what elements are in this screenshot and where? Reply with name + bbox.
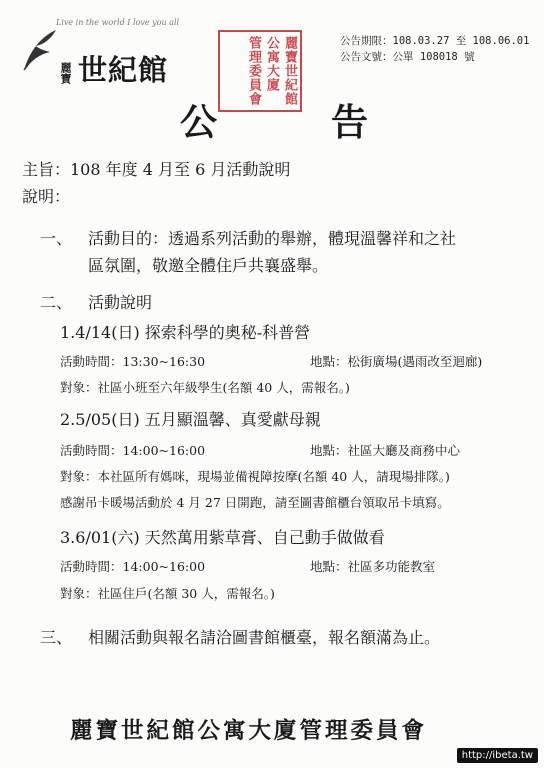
- page-title: [180, 92, 370, 146]
- event-target: 對象：本社區所有媽咪，現場並備視障按摩(名額 40 人，請現場排隊。): [60, 469, 450, 484]
- subject: 主旨：108 年度 4 月至 6 月活動說明: [22, 160, 291, 179]
- explain-label: 說明：: [22, 187, 71, 206]
- event-title: 3.6/01(六) 天然萬用紫草膏、自己動手做做看: [60, 528, 385, 547]
- logo-brand: 世紀館: [78, 53, 169, 87]
- event-time: 活動時間：14:00~16:00: [60, 559, 206, 574]
- section-text: 相關活動與報名請洽圖書館櫃臺，報名額滿為止。: [88, 628, 441, 647]
- event-place: 地點：社區多功能教室: [310, 559, 436, 574]
- footer-committee: 麗寶世紀館公寓大廈管理委員會: [70, 718, 428, 744]
- feather-icon: [20, 26, 60, 76]
- notice-number: 公告文號：公單 108018 號: [340, 51, 475, 63]
- event-target: 對象：社區住戶(名額 30 人，需報名。): [60, 586, 275, 601]
- notice-period: 公告期限：108.03.27 至 108.06.01: [340, 35, 530, 47]
- logo: [20, 18, 180, 88]
- stamp-text: 麗寶世紀館: [282, 36, 297, 106]
- title-char: 告: [331, 100, 370, 144]
- event-place: 地點：社區大廳及商務中心: [310, 443, 461, 458]
- event-place: 地點：松街廣場(遇雨改至迴廊): [310, 354, 483, 369]
- section-text: 區氛圍，敬邀全體住戶共襄盛舉。: [88, 256, 329, 275]
- stamp-text: 管理委員會: [246, 36, 261, 106]
- logo-tagline: Live in the world I love you all: [56, 18, 180, 27]
- event-time: 活動時間：14:00~16:00: [60, 443, 206, 458]
- logo-brand-small: 麗寶: [59, 62, 72, 84]
- event-title: 2.5/05(日) 五月顯溫馨、真愛獻母親: [60, 410, 321, 429]
- section-label: 活動說明: [88, 293, 153, 312]
- event-target: 對象：社區小班至六年級學生(名額 40 人，需報名。): [60, 380, 350, 395]
- section-text: 活動目的：透過系列活動的舉辦，體現溫馨祥和之社: [88, 229, 457, 248]
- stamp-text: 公寓大廈: [264, 36, 279, 92]
- section-number: 一、: [40, 229, 73, 248]
- watermark: http://ibeta.tw: [457, 748, 538, 763]
- event-extra-note: 感謝吊卡暖場活動於 4 月 27 日開跑，請至圖書館櫃台領取吊卡填寫。: [60, 495, 450, 510]
- event-time: 活動時間：13:30~16:30: [60, 354, 206, 369]
- notice-info: [340, 33, 529, 65]
- event-title: 1.4/14(日) 探索科學的奧秘-科普營: [60, 323, 311, 342]
- section-number: 三、: [40, 628, 73, 647]
- section-number: 二、: [40, 293, 73, 312]
- title-char: 公: [180, 100, 219, 144]
